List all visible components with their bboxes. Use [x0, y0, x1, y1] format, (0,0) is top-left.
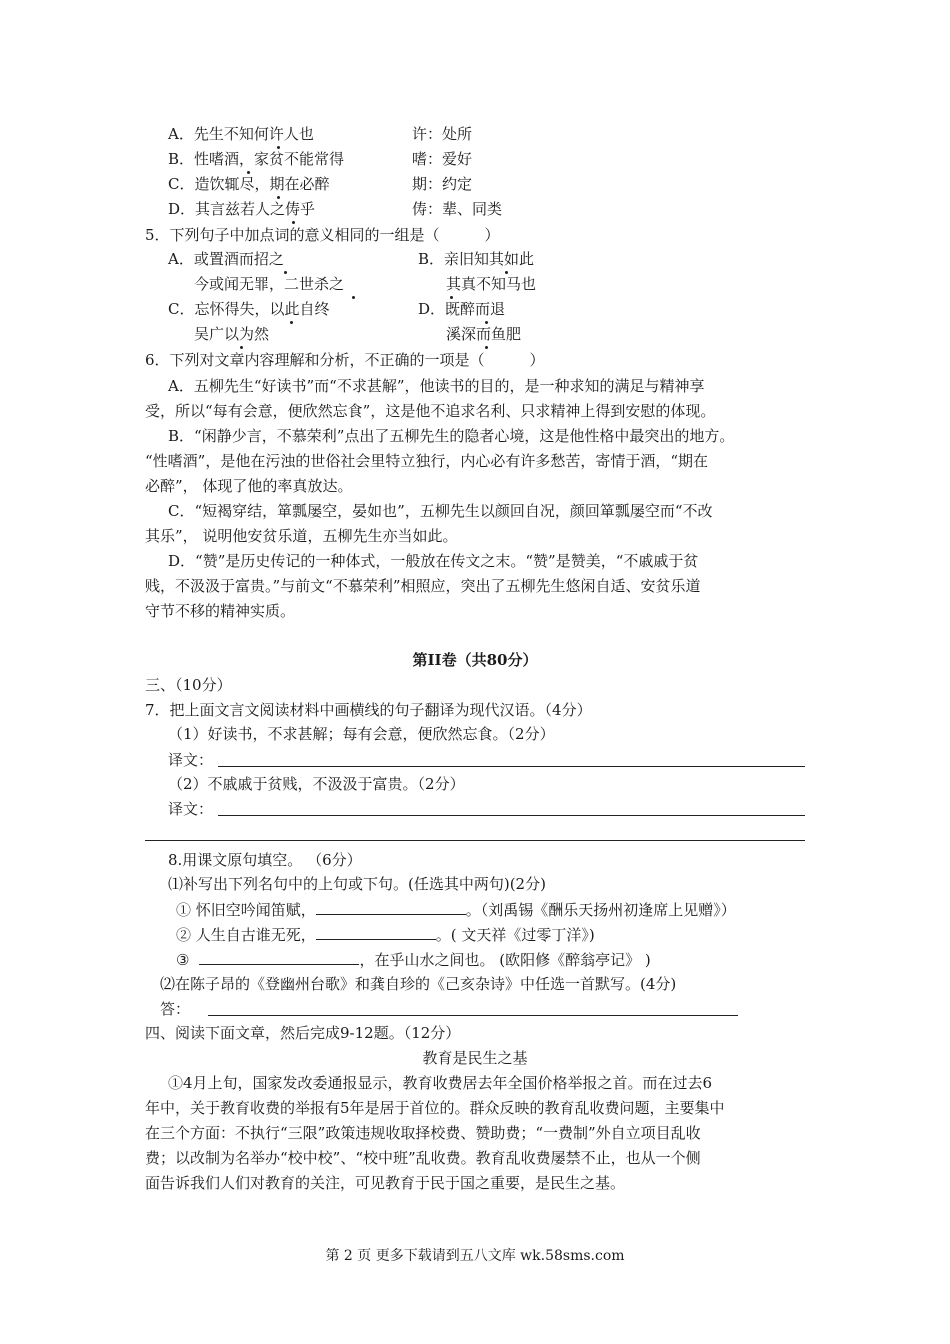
- section-title: 第II卷（共80分）: [412, 651, 538, 669]
- q4-option-d: D．其言兹若人之俦乎: [168, 200, 316, 218]
- article-line: 面告诉我们人们对教育的关注，可见教育于民于国之重要，是民生之基。: [145, 1174, 626, 1192]
- q8-fill-1-suffix: 。（刘禹锡《酬乐天扬州初逢席上见赠》）: [465, 901, 736, 919]
- q5-option-b-1: B．亲旧知其如此: [418, 250, 535, 268]
- q6-line: 必醉”， 体现了他的率真放达。: [145, 477, 353, 495]
- q8-fill-3: [176, 949, 651, 970]
- emphasis-dot: [277, 196, 280, 199]
- fill-blank[interactable]: [199, 949, 359, 965]
- q8-part-1: ⑴补写出下列名句中的上句或下句。(任选其中两句)(2分): [168, 875, 546, 893]
- q6-line: “性嗜酒”，是他在污浊的世俗社会里特立独行，内心必有许多愁苦，寄情于酒，“期在: [145, 452, 709, 470]
- q5-option-a-2: 今或闻无罪，二世杀之: [194, 275, 345, 293]
- answer-line[interactable]: [208, 1015, 738, 1016]
- emphasis-dot: [284, 271, 287, 274]
- q8-part-2: ⑵在陈子昂的《登幽州台歌》和龚自珍的《己亥杂诗》中任选一首默写。(4分): [160, 975, 677, 993]
- fill-blank[interactable]: [316, 924, 436, 940]
- emphasis-dot: [485, 346, 488, 349]
- q4-gloss-a: 许：处所: [412, 125, 473, 143]
- part4-heading: 四、阅读下面文章，然后完成9-12题。（12分）: [145, 1024, 461, 1042]
- q4-gloss-d: 俦：辈、同类: [412, 200, 503, 218]
- q4-gloss-c: 期：约定: [412, 175, 473, 193]
- q8-fill-2-prefix: ② 人生自古谁无死，: [176, 926, 316, 944]
- answer-line[interactable]: [218, 815, 805, 816]
- emphasis-dot: [292, 221, 295, 224]
- fill-blank[interactable]: [316, 899, 466, 915]
- part3-heading: 三、（10分）: [145, 676, 232, 694]
- translation-label: 译文：: [168, 751, 214, 769]
- q6-line: A．五柳先生“好读书”而“不求甚解”，他读书的目的，是一种求知的满足与精神享: [168, 377, 705, 395]
- article-line: 在三个方面：不执行“三限”政策违规收取择校费、赞助费；“一费制”外自立项目乱收: [145, 1124, 701, 1142]
- q6-line: 守节不移的精神实质。: [145, 602, 296, 620]
- answer-line[interactable]: [145, 840, 805, 841]
- q5-option-d-1: D．既醉而退: [418, 300, 506, 318]
- q7-stem: 7．把上面文言文阅读材料中画横线的句子翻译为现代汉语。（4分）: [145, 701, 592, 719]
- emphasis-dot: [247, 171, 250, 174]
- q4-option-c: C．造饮辄尽，期在必醉: [168, 175, 330, 193]
- q8-fill-3-prefix: ③: [176, 951, 190, 969]
- q8-fill-1-prefix: ① 怀旧空吟闻笛赋，: [176, 901, 316, 919]
- q6-line: D．“赞”是历史传记的一种体式，一般放在传文之末。“赞”是赞美，“不戚戚于贫: [168, 552, 699, 570]
- q5-option-c-1: C．忘怀得失，以此自终: [168, 300, 330, 318]
- emphasis-dot: [290, 321, 293, 324]
- q5-option-a-1: A．或置酒而招之: [168, 250, 284, 268]
- q8-fill-2: [176, 924, 595, 945]
- article-line: ①4月上旬，国家发改委通报显示，教育收费居去年全国价格举报之首。而在过去6: [168, 1074, 713, 1092]
- emphasis-dot: [450, 296, 453, 299]
- answer-label: 答：: [160, 1000, 191, 1018]
- q5-option-c-2: 吴广以为然: [194, 325, 270, 343]
- article-line: 年中，关于教育收费的举报有5年是居于首位的。群众反映的教育乱收费问题，主要集中: [145, 1099, 725, 1117]
- q6-line: C．“短褐穿结，箪瓢屡空，晏如也”，五柳先生以颜回自况，颜回箪瓢屡空而“不改: [168, 502, 713, 520]
- q5-option-b-2: 其真不知马也: [446, 275, 537, 293]
- q8-fill-3-suffix: ，在乎山水之间也。 (欧阳修《醉翁亭记》 ): [359, 951, 651, 969]
- q8-fill-2-suffix: 。( 文天祥《过零丁洋》): [435, 926, 595, 944]
- q5-stem: 5．下列句子中加点词的意义相同的一组是（ ）: [145, 226, 500, 244]
- q4-option-b: B．性嗜酒，家贫不能常得: [168, 150, 345, 168]
- q6-line: B．“闲静少言，不慕荣利”点出了五柳先生的隐者心境，这是他性格中最突出的地方。: [168, 427, 735, 445]
- emphasis-dot: [485, 321, 488, 324]
- article-line: 费；以改制为名举办“校中校”、“校中班”乱收费。教育乱收费屡禁不止，也从一个侧: [145, 1149, 701, 1167]
- q8-stem: 8.用课文原句填空。 （6分）: [168, 851, 362, 869]
- emphasis-dot: [277, 146, 280, 149]
- q5-option-d-2: 溪深而鱼肥: [446, 325, 522, 343]
- q4-option-a: A．先生不知何许人也: [168, 125, 314, 143]
- q4-gloss-b: 嗜：爱好: [412, 150, 473, 168]
- q8-fill-1: [176, 899, 736, 920]
- emphasis-dot: [240, 346, 243, 349]
- emphasis-dot: [505, 271, 508, 274]
- article-title: 教育是民生之基: [422, 1049, 528, 1067]
- q6-line: 受，所以“每有会意，便欣然忘食”，这是他不追求名利、只求精神上得到安慰的体现。: [145, 402, 716, 420]
- emphasis-dot: [352, 296, 355, 299]
- q7-item-1: （1）好读书，不求甚解；每有会意，便欣然忘食。（2分）: [168, 725, 555, 743]
- q7-item-2: （2）不戚戚于贫贱，不汲汲于富贵。（2分）: [168, 775, 465, 793]
- q6-line: 贱，不汲汲于富贵。”与前文“不慕荣利”相照应，突出了五柳先生悠闲自适、安贫乐道: [145, 577, 701, 595]
- q6-stem: 6．下列对文章内容理解和分析，不正确的一项是（ ）: [145, 351, 545, 369]
- translation-label: 译文：: [168, 800, 214, 818]
- page-footer: 第 2 页 更多下载请到五八文库 wk.58sms.com: [325, 1248, 625, 1264]
- q6-line: 其乐”， 说明他安贫乐道，五柳先生亦当如此。: [145, 527, 458, 545]
- answer-line[interactable]: [218, 766, 805, 767]
